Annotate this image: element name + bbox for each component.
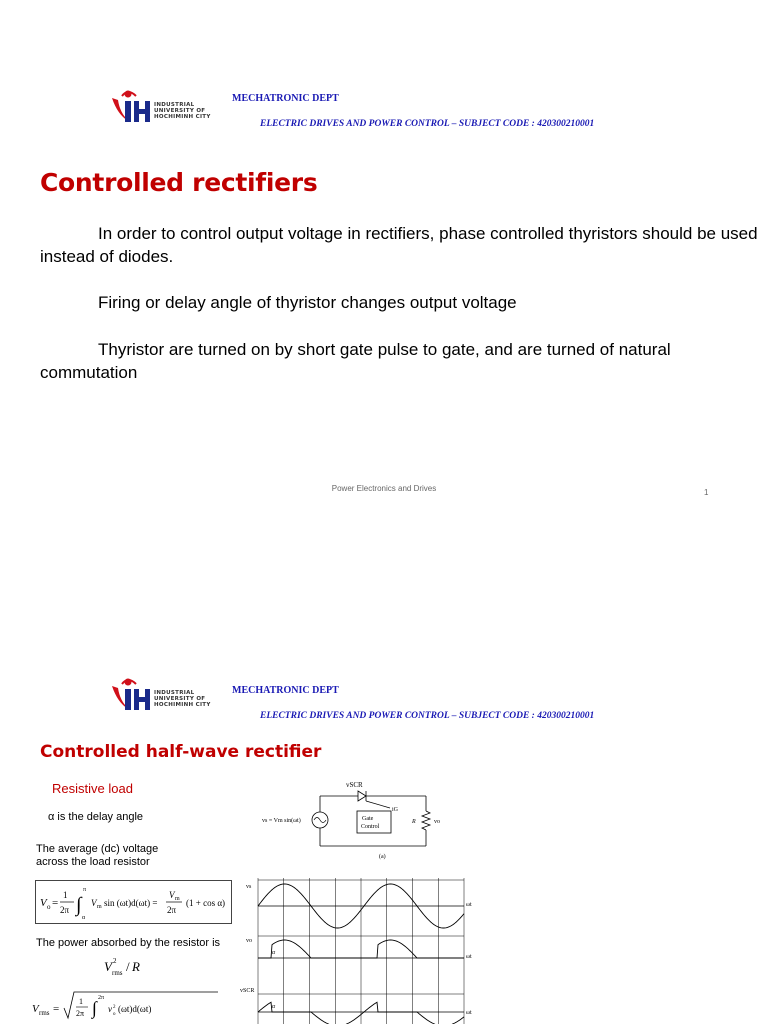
- svg-text:π: π: [83, 887, 87, 893]
- university-logo: [108, 86, 228, 131]
- svg-text:V: V: [32, 1003, 39, 1015]
- paragraph-text: Firing or delay angle of thyristor changes output voltage: [98, 293, 517, 312]
- axis-label: ωt: [466, 902, 472, 908]
- circuit-diagram: [262, 778, 452, 867]
- svg-text:1: 1: [79, 997, 83, 1006]
- vscr-wave-label: vSCR: [240, 988, 255, 994]
- svg-text:2π: 2π: [76, 1009, 85, 1018]
- svg-text:V: V: [40, 897, 47, 909]
- axis-label: ωt: [466, 954, 472, 960]
- logo-line: HOCHIMINH CITY: [154, 114, 211, 121]
- paragraph-text: In order to control output voltage in rectifiers, phase controlled thyristors should be used instead of diodes.: [40, 224, 758, 266]
- text-line: The average (dc) voltage: [36, 843, 159, 855]
- svg-text:2π: 2π: [167, 905, 177, 915]
- svg-text:/: /: [126, 959, 130, 974]
- source-label: vs = Vm sin(ωt): [262, 818, 301, 824]
- gate-label: Gate: [362, 816, 374, 822]
- waveform-plots: [240, 870, 485, 1024]
- svg-text:(ωt)d(ωt): (ωt)d(ωt): [118, 1004, 152, 1014]
- svg-text:m: m: [97, 904, 102, 910]
- university-logo: [108, 674, 228, 719]
- svg-text:sin (ωt)d(ωt) =: sin (ωt)d(ωt) =: [104, 898, 158, 908]
- paragraph-text: Thyristor are turned on by short gate pulse to gate, and are turned of natural commutation: [40, 340, 671, 382]
- svg-text:o: o: [113, 1012, 116, 1017]
- logo-line: UNIVERSITY OF: [154, 696, 206, 703]
- vs-label: vs: [246, 884, 252, 890]
- axis-label: ωt: [466, 1010, 472, 1016]
- svg-text:o: o: [47, 903, 51, 911]
- avg-voltage-text: [36, 843, 158, 869]
- svg-text:2: 2: [113, 957, 117, 965]
- subject-label: ELECTRIC DRIVES AND POWER CONTROL – SUBJECT CODE : 420300210001: [260, 711, 595, 721]
- svg-text:1: 1: [63, 890, 68, 900]
- paragraph: [40, 338, 760, 384]
- svg-text:2π: 2π: [98, 995, 105, 1001]
- slide-title: Controlled rectifiers: [40, 168, 318, 197]
- svg-text:V: V: [104, 959, 112, 974]
- subject-label: ELECTRIC DRIVES AND POWER CONTROL – SUBJECT CODE : 420300210001: [260, 119, 595, 129]
- logo-line: INDUSTRIAL: [154, 690, 195, 696]
- rms-formula: [28, 988, 228, 1024]
- svg-text:2π: 2π: [60, 905, 70, 915]
- logo-line: HOCHIMINH CITY: [154, 702, 211, 709]
- logo-line: INDUSTRIAL: [154, 102, 195, 108]
- logo-line: UNIVERSITY OF: [154, 108, 206, 115]
- svg-text:α: α: [82, 915, 86, 921]
- svg-text:V: V: [169, 890, 175, 900]
- page-number: 1: [704, 488, 709, 497]
- vo-wave-label: vo: [246, 938, 252, 944]
- svg-text:R: R: [132, 959, 140, 974]
- svg-text:∫: ∫: [92, 998, 97, 1018]
- svg-text:rms: rms: [112, 969, 123, 977]
- alpha-label: α: [272, 1004, 276, 1010]
- power-formula: [100, 953, 180, 984]
- vscr-label: vSCR: [346, 781, 363, 789]
- power-description: The power absorbed by the resistor is: [36, 937, 221, 949]
- svg-text:v: v: [108, 1004, 112, 1014]
- svg-text:2: 2: [113, 1005, 116, 1010]
- svg-text:V: V: [91, 898, 97, 908]
- vo-label: vo: [434, 819, 440, 825]
- r-label: R: [412, 819, 416, 825]
- alpha-label: α: [272, 950, 276, 956]
- dept-label: MECHATRONIC DEPT: [232, 93, 339, 104]
- alpha-description: α is the delay angle: [48, 811, 144, 823]
- avg-voltage-formula: [35, 880, 232, 924]
- paragraph: [40, 291, 760, 314]
- svg-text:∫: ∫: [76, 894, 82, 916]
- waveform-svg: [240, 870, 485, 1024]
- svg-text:rms: rms: [39, 1009, 50, 1017]
- svg-text:m: m: [175, 896, 180, 902]
- slide-2: [0, 640, 768, 1024]
- dept-label: MECHATRONIC DEPT: [232, 685, 339, 696]
- gate-label: Control: [361, 824, 380, 830]
- slide-footer: Power Electronics and Drives: [331, 484, 437, 493]
- paragraph: [40, 222, 760, 268]
- slide-subtitle: Resistive load: [52, 781, 133, 796]
- circuit-caption: (a): [379, 854, 386, 860]
- svg-text:(1 + cos α): (1 + cos α): [186, 898, 226, 908]
- ig-label: iG: [392, 807, 398, 813]
- text-line: across the load resistor: [36, 856, 150, 868]
- svg-text:=: =: [52, 897, 59, 909]
- svg-text:=: =: [53, 1003, 60, 1015]
- slide-title: Controlled half-wave rectifier: [40, 742, 322, 762]
